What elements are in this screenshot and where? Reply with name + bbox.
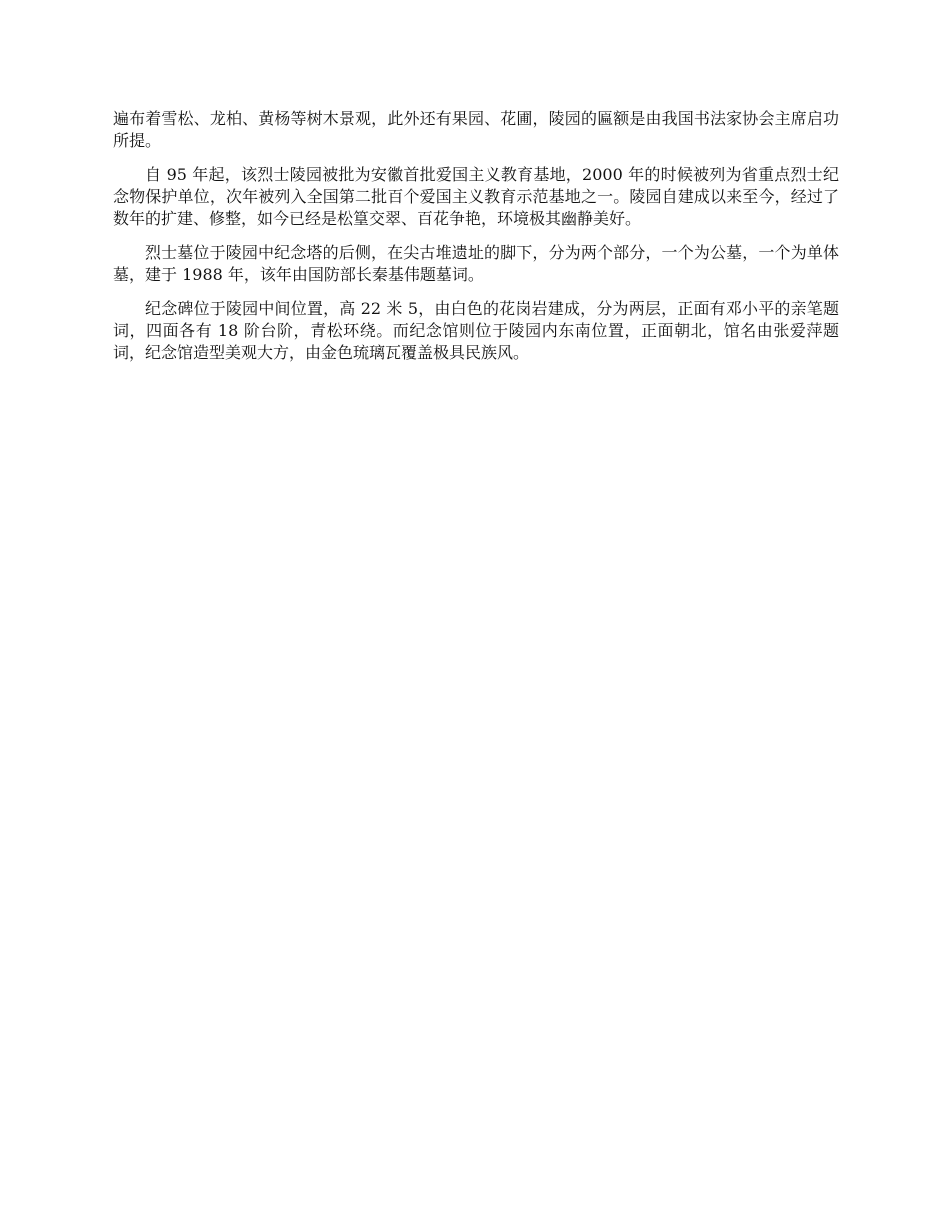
document-page	[113, 108, 839, 364]
paragraph-continuation: 遍布着雪松、龙柏、黄杨等树木景观，此外还有果园、花圃，陵园的匾额是由我国书法家协会主席启功所提。	[113, 109, 839, 150]
paragraph-education-base: 自 95 年起，该烈士陵园被批为安徽首批爱国主义教育基地，2000 年的时候被列为省重点烈士纪念物保护单位，次年被列入全国第二批百个爱国主义教育示范基地之一。陵园自建成以来至今，经过了数年的扩建、修整，如今已经是松篁交翠、百花争艳，环境极其幽静美好。	[113, 165, 839, 228]
paragraph-martyrs-tomb: 烈士墓位于陵园中纪念塔的后侧，在尖古堆遗址的脚下，分为两个部分，一个为公墓，一个为单体墓，建于 1988 年，该年由国防部长秦基伟题墓词。	[113, 243, 839, 284]
paragraph-monument-and-museum: 纪念碑位于陵园中间位置，高 22 米 5，由白色的花岗岩建成，分为两层，正面有邓小平的亲笔题词，四面各有 18 阶台阶，青松环绕。而纪念馆则位于陵园内东南位置，正面朝北，馆名由张爱萍题词，纪念馆造型美观大方，由金色琉璃瓦覆盖极具民族风。	[113, 299, 839, 362]
